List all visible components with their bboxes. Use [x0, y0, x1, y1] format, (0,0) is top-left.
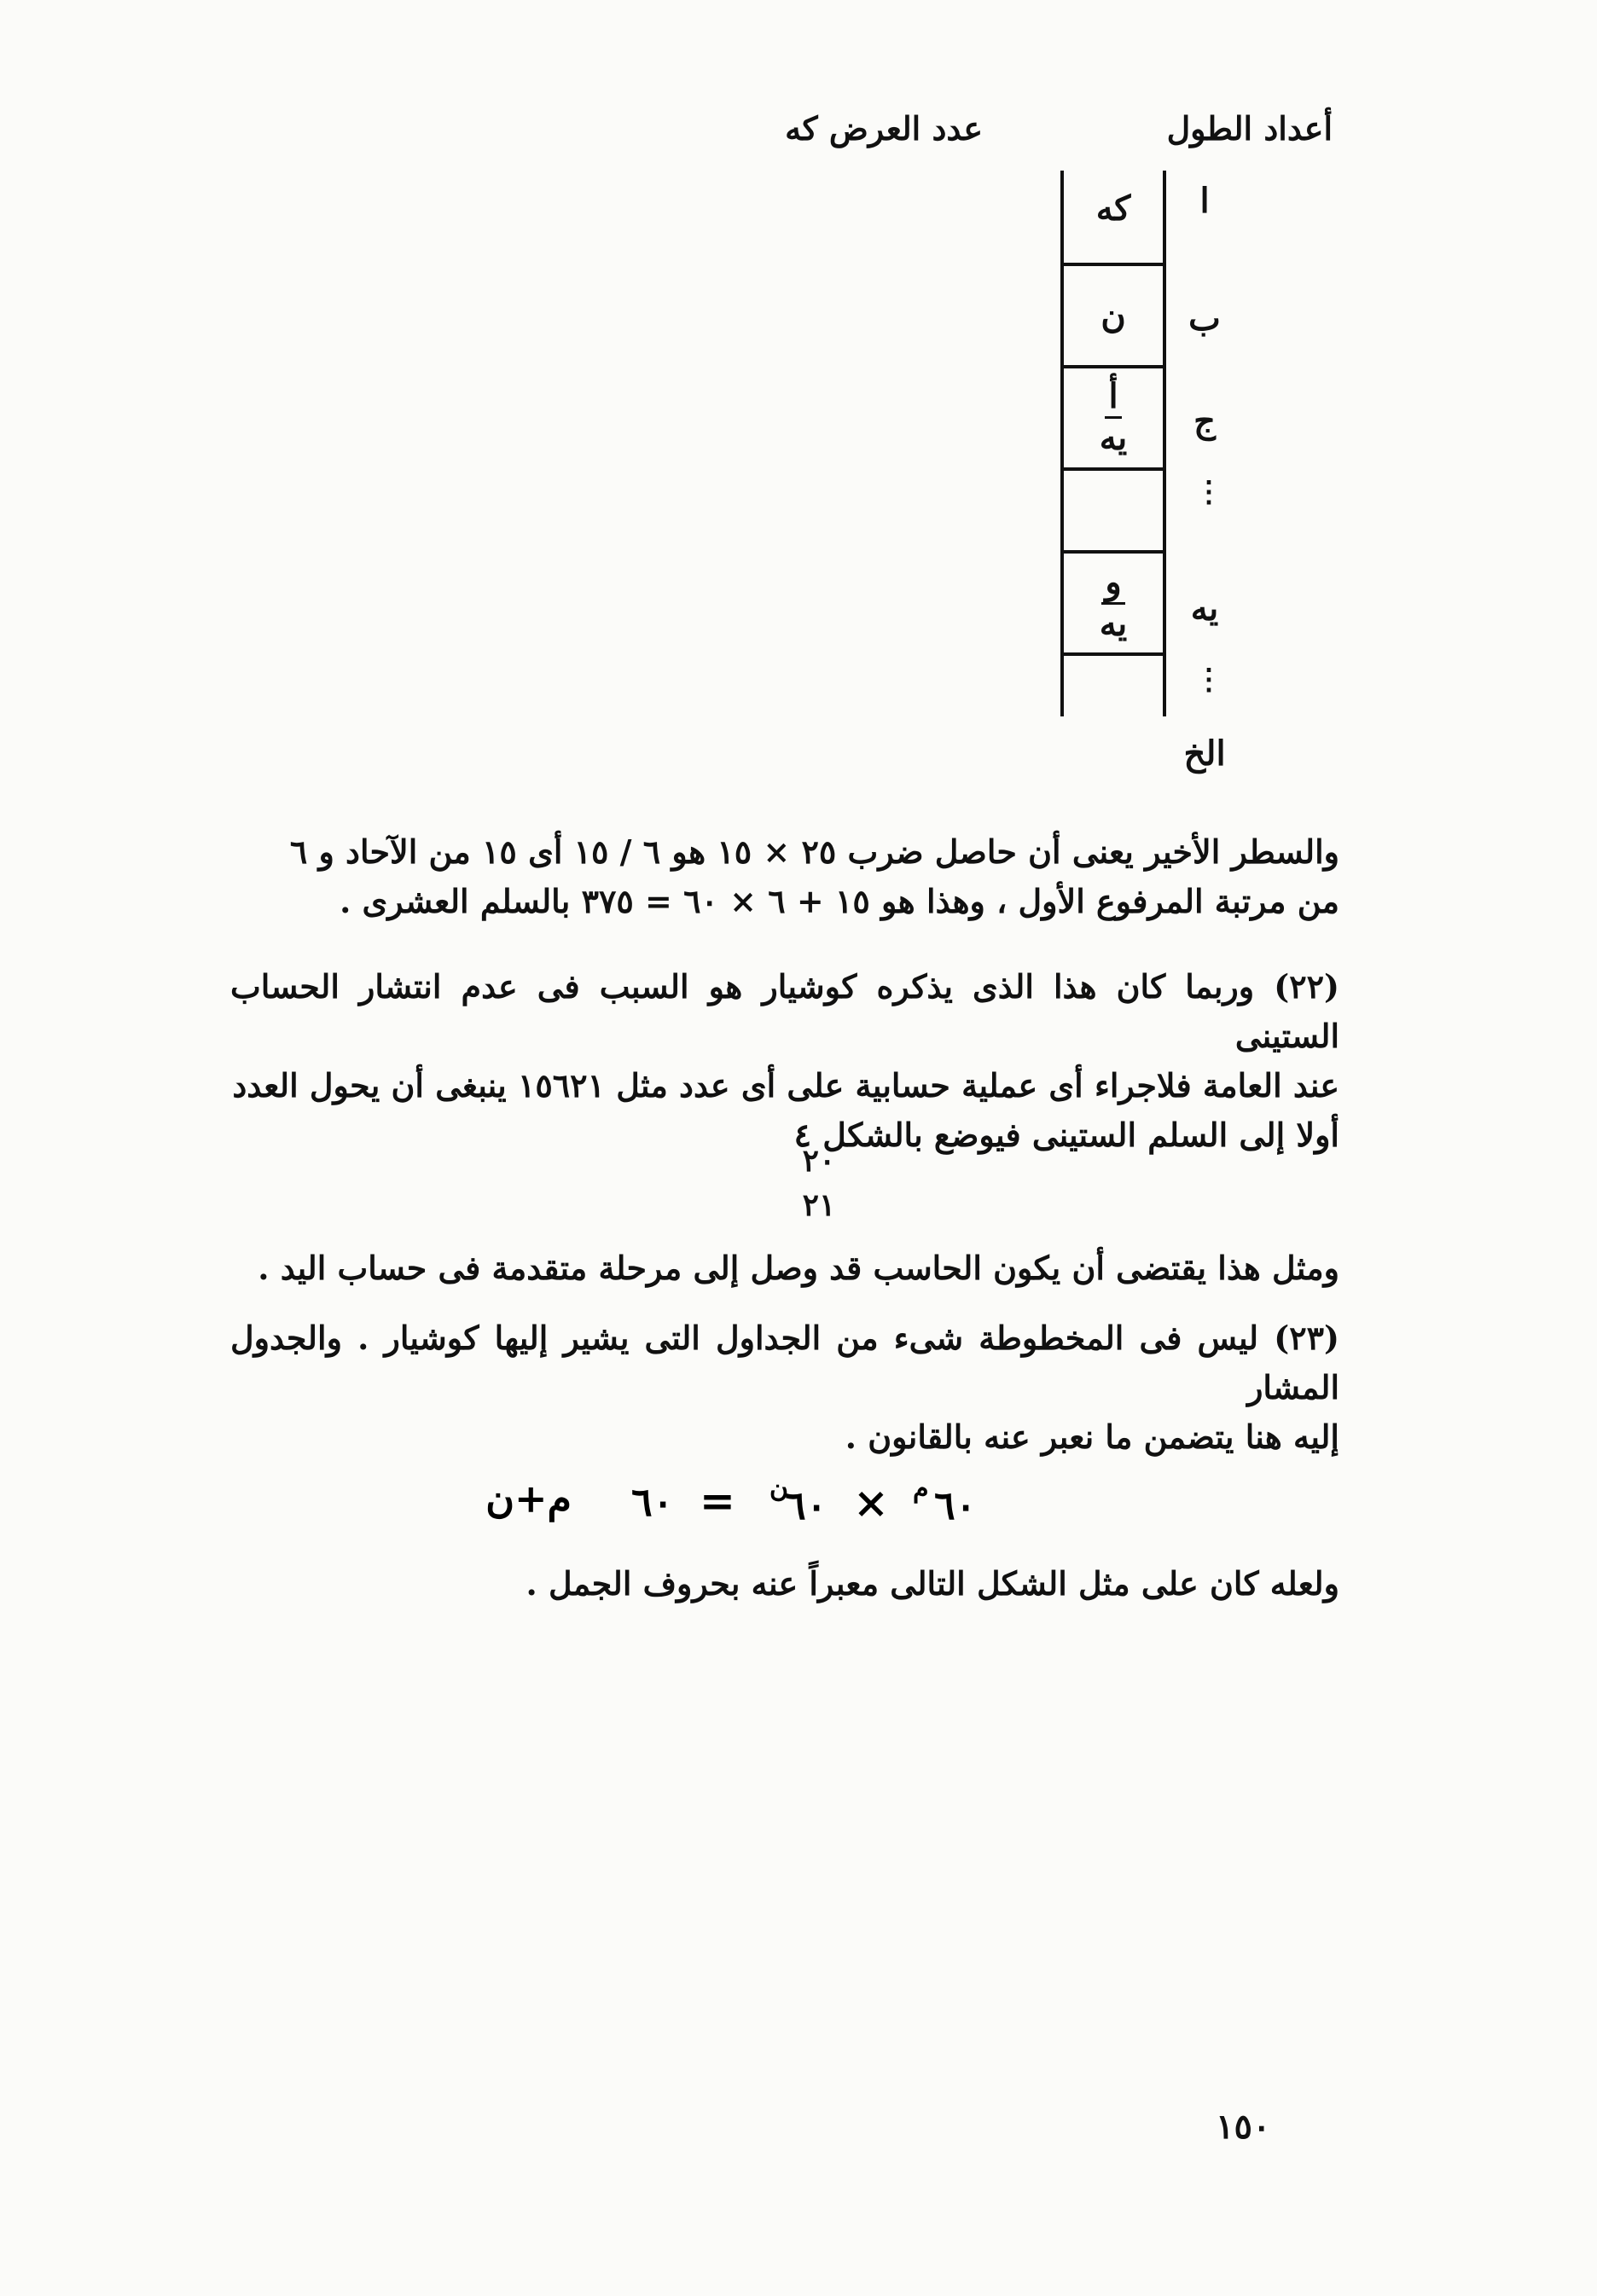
- table-divider: [1062, 365, 1164, 368]
- formula-exp-m: م: [913, 1474, 929, 1504]
- table-divider: [1062, 467, 1164, 471]
- formula-result-power: م+ن: [485, 1476, 572, 1522]
- text-line: عند العامة فلاجراء أى عملية حسابية على أى عدد مثل ١٥٦٢١ ينبغى أن يحول العدد: [232, 1066, 1339, 1105]
- text-line: (٢٣) ليس فى المخطوطة شىء من الجداول التى يشير إليها كوشيار . والجدول المشار: [230, 1319, 1339, 1406]
- page-number: ١٥٠: [1216, 2107, 1271, 2147]
- table-cell-fraction: و يه: [1099, 562, 1128, 644]
- formula-result-base: ٦٠: [631, 1479, 674, 1525]
- text-line: ومثل هذا يقتضى أن يكون الحاسب قد وصل إلى مرحلة متقدمة فى حساب اليد .: [258, 1249, 1339, 1287]
- row-label: ج: [1193, 401, 1216, 441]
- table-left-border: [1060, 171, 1064, 716]
- header-length-numbers: أعداد الطول: [1166, 109, 1333, 148]
- paragraph-last-line-explanation: [230, 827, 1339, 926]
- formula-times: ×: [853, 1477, 889, 1528]
- sexagesimal-digit: ٢١: [802, 1187, 836, 1223]
- text-line: أولا إلى السلم الستينى فيوضع بالشكل ٤: [793, 1116, 1339, 1154]
- paragraph-note-22: [230, 962, 1339, 1160]
- text-line: إليه هنا يتضمن ما نعبر عنه بالقانون .: [845, 1418, 1339, 1456]
- paragraph-note-23: [230, 1313, 1339, 1462]
- text-line: والسطر الأخير يعنى أن حاصل ضرب ٢٥ × ١٥ هو ٦ / ١٥ أى ١٥ من الآحاد و ٦: [289, 832, 1339, 871]
- table-cell: ن: [1100, 296, 1126, 336]
- header-width-number: عدد العرض كه: [785, 109, 983, 148]
- text-line: ولعله كان على مثل الشكل التالى معبراً عنه بحروف الجمل .: [526, 1564, 1339, 1603]
- exponent-law-formula: [485, 1463, 1058, 1531]
- table-cell-fraction: أ يه: [1099, 376, 1128, 458]
- row-label-etc: الخ: [1183, 733, 1226, 774]
- formula-base: ٦٠: [934, 1482, 977, 1528]
- row-label: ب: [1188, 299, 1221, 339]
- text-line: (٢٢) وربما كان هذا الذى يذكره كوشيار هو السبب فى عدم انتشار الحساب الستينى: [230, 967, 1339, 1055]
- sexagesimal-digit: ٢٠: [802, 1143, 836, 1179]
- row-label: ا: [1199, 181, 1210, 221]
- formula-equals: =: [700, 1476, 735, 1526]
- formula-base: ٦٠: [785, 1482, 828, 1528]
- table-cell: كه: [1095, 188, 1131, 229]
- formula-exp-n: ن: [769, 1474, 789, 1504]
- paragraph-hand-calculation: [230, 1244, 1339, 1293]
- table-divider: [1062, 652, 1164, 656]
- ellipsis-dots: ⋮: [1194, 475, 1223, 509]
- paragraph-abjad-letters: [230, 1559, 1339, 1609]
- table-divider: [1062, 263, 1164, 266]
- text-line: من مرتبة المرفوع الأول ، وهذا هو ١٥ + ٦ × ٦٠ = ٣٧٥ بالسلم العشرى .: [340, 882, 1339, 920]
- table-right-border: [1163, 171, 1166, 716]
- row-label: يه: [1190, 588, 1219, 629]
- ellipsis-dots: ⋮: [1194, 663, 1223, 697]
- table-divider: [1062, 550, 1164, 554]
